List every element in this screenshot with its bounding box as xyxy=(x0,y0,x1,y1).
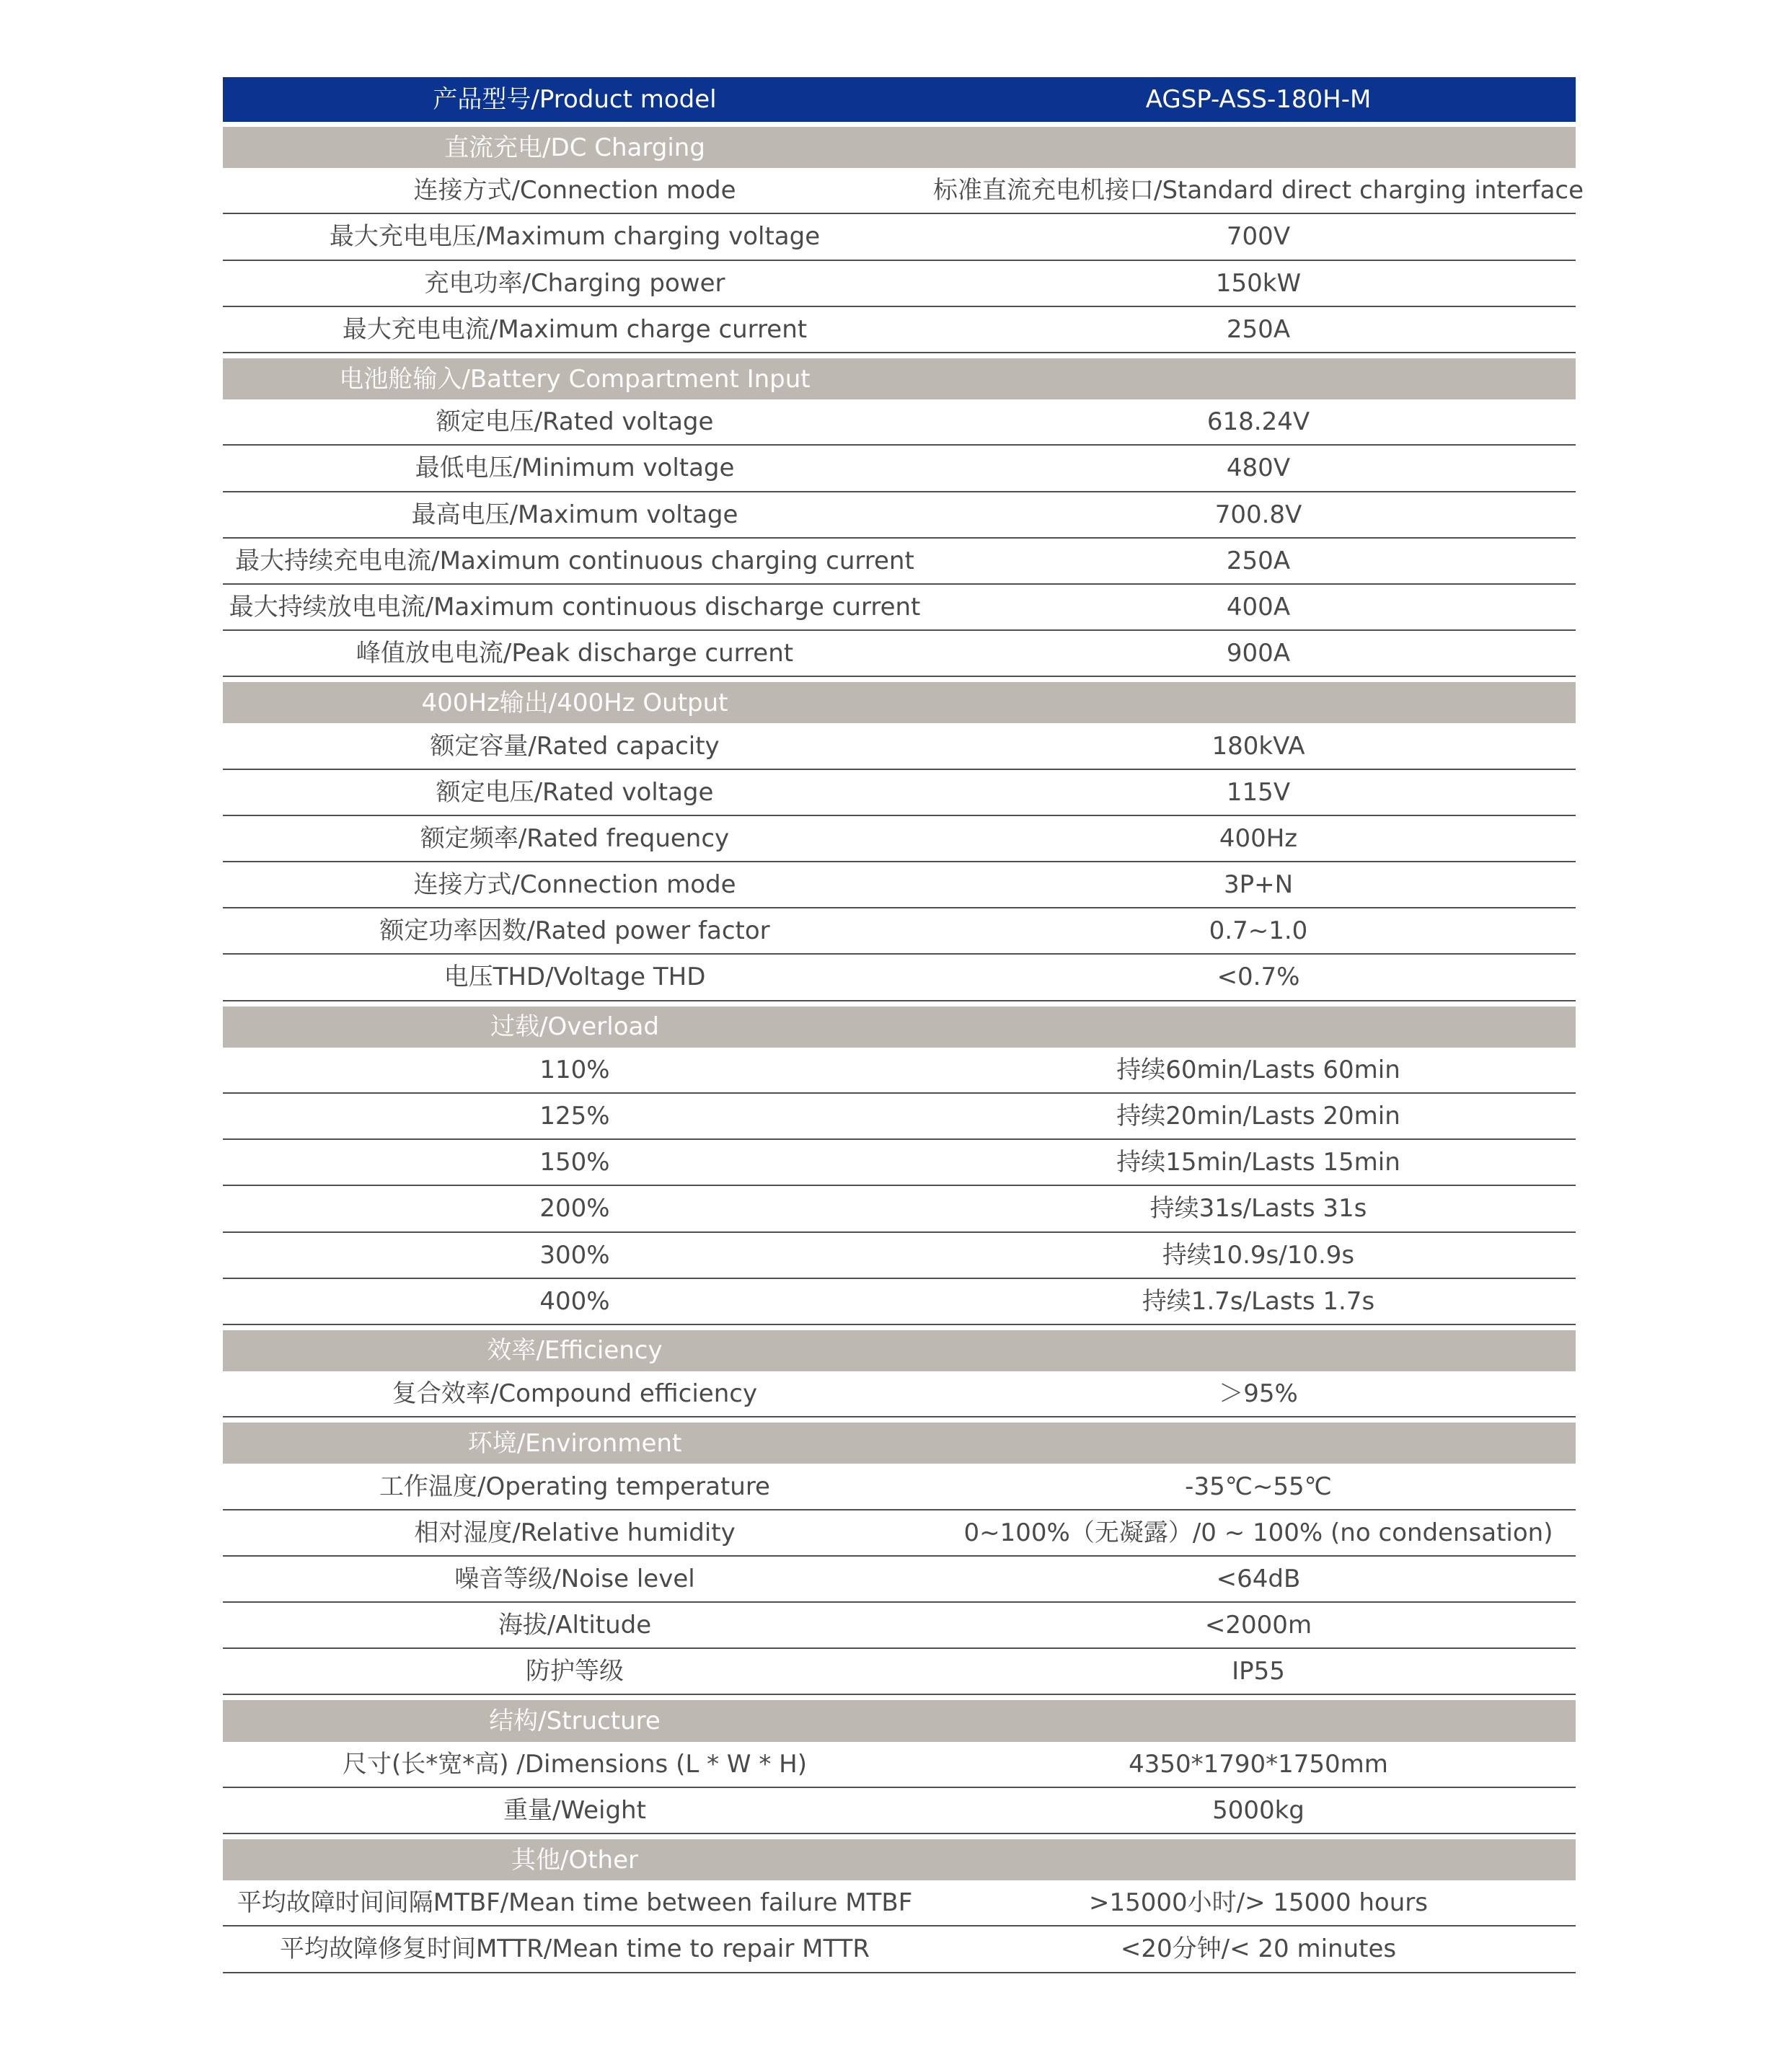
table-row xyxy=(223,261,1576,307)
section-header-environment xyxy=(223,1417,1576,1464)
param-label: 额定电压/Rated voltage xyxy=(436,777,714,807)
param-label: 平均故障时间间隔MTBF/Mean time between failure MTBF xyxy=(237,1888,913,1918)
param-value: 700.8V xyxy=(1214,500,1302,529)
table-row xyxy=(223,492,1576,539)
param-value: 持续20min/Lasts 20min xyxy=(1116,1102,1400,1131)
table-row xyxy=(223,585,1576,631)
param-label: 尺寸(长*宽*高) /Dimensions (L * W * H) xyxy=(343,1749,807,1779)
param-label: 连接方式/Connection mode xyxy=(413,176,736,205)
param-label: 最高电压/Maximum voltage xyxy=(411,500,738,529)
param-value: 115V xyxy=(1226,777,1291,807)
section-header-output-400hz xyxy=(223,677,1576,723)
section-title: 电池舱输入/Battery Compartment Input xyxy=(339,364,811,394)
param-value: 900A xyxy=(1226,639,1291,668)
param-label: 额定电压/Rated voltage xyxy=(436,407,714,437)
section-title: 400Hz输出/400Hz Output xyxy=(421,688,728,717)
table-row xyxy=(223,1371,1576,1417)
header-model-value: AGSP-ASS-180H-M xyxy=(1145,85,1372,114)
section-title: 其他/Other xyxy=(511,1845,638,1875)
param-label: 300% xyxy=(539,1240,610,1270)
param-value: <2000m xyxy=(1204,1611,1312,1640)
table-row xyxy=(223,1186,1576,1232)
table-row xyxy=(223,1048,1576,1094)
table-row xyxy=(223,1557,1576,1603)
param-value: 持续60min/Lasts 60min xyxy=(1116,1055,1400,1084)
param-label: 额定功率因数/Rated power factor xyxy=(379,916,770,946)
section-title: 效率/Efficiency xyxy=(487,1336,663,1366)
param-value: -35℃~55℃ xyxy=(1185,1472,1332,1501)
param-value: 4350*1790*1750mm xyxy=(1129,1749,1388,1779)
table-row xyxy=(223,1788,1576,1834)
param-label: 防护等级 xyxy=(526,1657,624,1686)
section-header-dc-charging xyxy=(223,122,1576,168)
table-row xyxy=(223,1233,1576,1279)
param-label: 工作温度/Operating temperature xyxy=(379,1472,770,1501)
param-value: 150kW xyxy=(1215,268,1302,298)
section-header-other xyxy=(223,1834,1576,1880)
param-label: 400% xyxy=(539,1286,610,1316)
param-label: 最大充电电流/Maximum charge current xyxy=(342,314,808,344)
param-value: 5000kg xyxy=(1212,1795,1305,1825)
table-row xyxy=(223,1880,1576,1926)
param-value: 0~100%（无凝露）/0 ~ 100% (no condensation) xyxy=(963,1518,1553,1547)
section-title: 环境/Environment xyxy=(467,1428,682,1458)
param-value: 618.24V xyxy=(1206,407,1310,437)
table-row xyxy=(223,770,1576,816)
spec-table xyxy=(223,77,1584,1973)
param-value: 持续1.7s/Lasts 1.7s xyxy=(1142,1286,1375,1316)
param-label: 最大持续放电电流/Maximum continuous discharge current xyxy=(229,592,921,621)
table-row xyxy=(223,307,1576,353)
param-label: 噪音等级/Noise level xyxy=(454,1564,695,1593)
param-value: 持续15min/Lasts 15min xyxy=(1116,1148,1400,1177)
table-row xyxy=(223,631,1576,677)
param-label: 最大持续充电电流/Maximum continuous charging current xyxy=(235,546,914,575)
param-value: 480V xyxy=(1226,454,1291,483)
param-value: 250A xyxy=(1226,314,1291,344)
section-spacer xyxy=(941,682,1576,723)
table-header-row xyxy=(223,77,1576,122)
section-spacer xyxy=(941,358,1576,399)
section-spacer xyxy=(941,1700,1576,1741)
section-header-battery-input xyxy=(223,353,1576,399)
table-row xyxy=(223,1742,1576,1788)
table-body xyxy=(223,122,1584,1973)
table-row xyxy=(223,1094,1576,1140)
param-label: 重量/Weight xyxy=(503,1795,646,1825)
param-value: 250A xyxy=(1226,546,1291,575)
table-row xyxy=(223,1464,1576,1510)
table-row xyxy=(223,723,1576,769)
section-header-structure xyxy=(223,1695,1576,1741)
section-header-overload xyxy=(223,1001,1576,1048)
param-label: 125% xyxy=(539,1102,610,1131)
section-header-efficiency xyxy=(223,1325,1576,1371)
section-spacer xyxy=(941,1330,1576,1371)
param-value: 0.7~1.0 xyxy=(1209,916,1308,946)
param-value: 3P+N xyxy=(1223,870,1294,900)
table-row xyxy=(223,1279,1576,1325)
section-spacer xyxy=(941,1007,1576,1048)
table-row xyxy=(223,399,1576,446)
param-label: 充电功率/Charging power xyxy=(424,268,725,298)
param-label: 相对湿度/Relative humidity xyxy=(414,1518,736,1547)
table-row xyxy=(223,214,1576,260)
param-label: 150% xyxy=(539,1148,610,1177)
table-row xyxy=(223,446,1576,492)
section-title: 过载/Overload xyxy=(490,1012,659,1042)
param-label: 最低电压/Minimum voltage xyxy=(415,454,735,483)
table-row xyxy=(223,1926,1576,1973)
param-label: 平均故障修复时间MTTR/Mean time to repair MTTR xyxy=(279,1934,870,1964)
table-row xyxy=(223,862,1576,908)
table-row xyxy=(223,168,1584,214)
table-row xyxy=(223,539,1576,585)
section-spacer xyxy=(941,1839,1576,1880)
section-title: 结构/Structure xyxy=(489,1706,661,1735)
param-value: <20分钟/< 20 minutes xyxy=(1120,1934,1397,1964)
param-value: <64dB xyxy=(1216,1564,1301,1593)
param-label: 海拔/Altitude xyxy=(498,1611,652,1640)
param-value: ＞95% xyxy=(1219,1379,1298,1409)
param-value: 700V xyxy=(1226,222,1291,252)
section-spacer xyxy=(941,1423,1576,1464)
table-row xyxy=(223,816,1576,862)
param-label: 110% xyxy=(539,1055,610,1084)
param-value: <0.7% xyxy=(1217,963,1300,992)
param-value: 持续10.9s/10.9s xyxy=(1162,1240,1355,1270)
param-label: 峰值放电电流/Peak discharge current xyxy=(356,639,794,668)
param-label: 连接方式/Connection mode xyxy=(413,870,736,900)
param-value: 180kVA xyxy=(1211,731,1305,761)
param-label: 200% xyxy=(539,1194,610,1224)
param-value: >15000小时/> 15000 hours xyxy=(1089,1888,1428,1918)
table-row xyxy=(223,1510,1576,1557)
param-label: 复合效率/Compound efficiency xyxy=(392,1379,758,1409)
param-value: 400A xyxy=(1226,592,1291,621)
section-spacer xyxy=(941,127,1576,168)
table-row xyxy=(223,1603,1576,1649)
table-row xyxy=(223,1649,1576,1695)
header-param-label: 产品型号/Product model xyxy=(433,85,717,114)
param-label: 额定容量/Rated capacity xyxy=(430,731,720,761)
table-row xyxy=(223,908,1576,955)
param-label: 电压THD/Voltage THD xyxy=(443,963,706,992)
section-title: 直流充电/DC Charging xyxy=(444,133,705,162)
param-value: 400Hz xyxy=(1219,823,1298,853)
param-value: 标准直流充电机接口/Standard direct charging interface xyxy=(933,176,1584,205)
table-row xyxy=(223,955,1576,1001)
table-row xyxy=(223,1140,1576,1186)
param-value: 持续31s/Lasts 31s xyxy=(1149,1194,1367,1224)
param-label: 额定频率/Rated frequency xyxy=(420,823,730,853)
param-value: IP55 xyxy=(1232,1657,1285,1686)
param-label: 最大充电电压/Maximum charging voltage xyxy=(329,222,821,252)
